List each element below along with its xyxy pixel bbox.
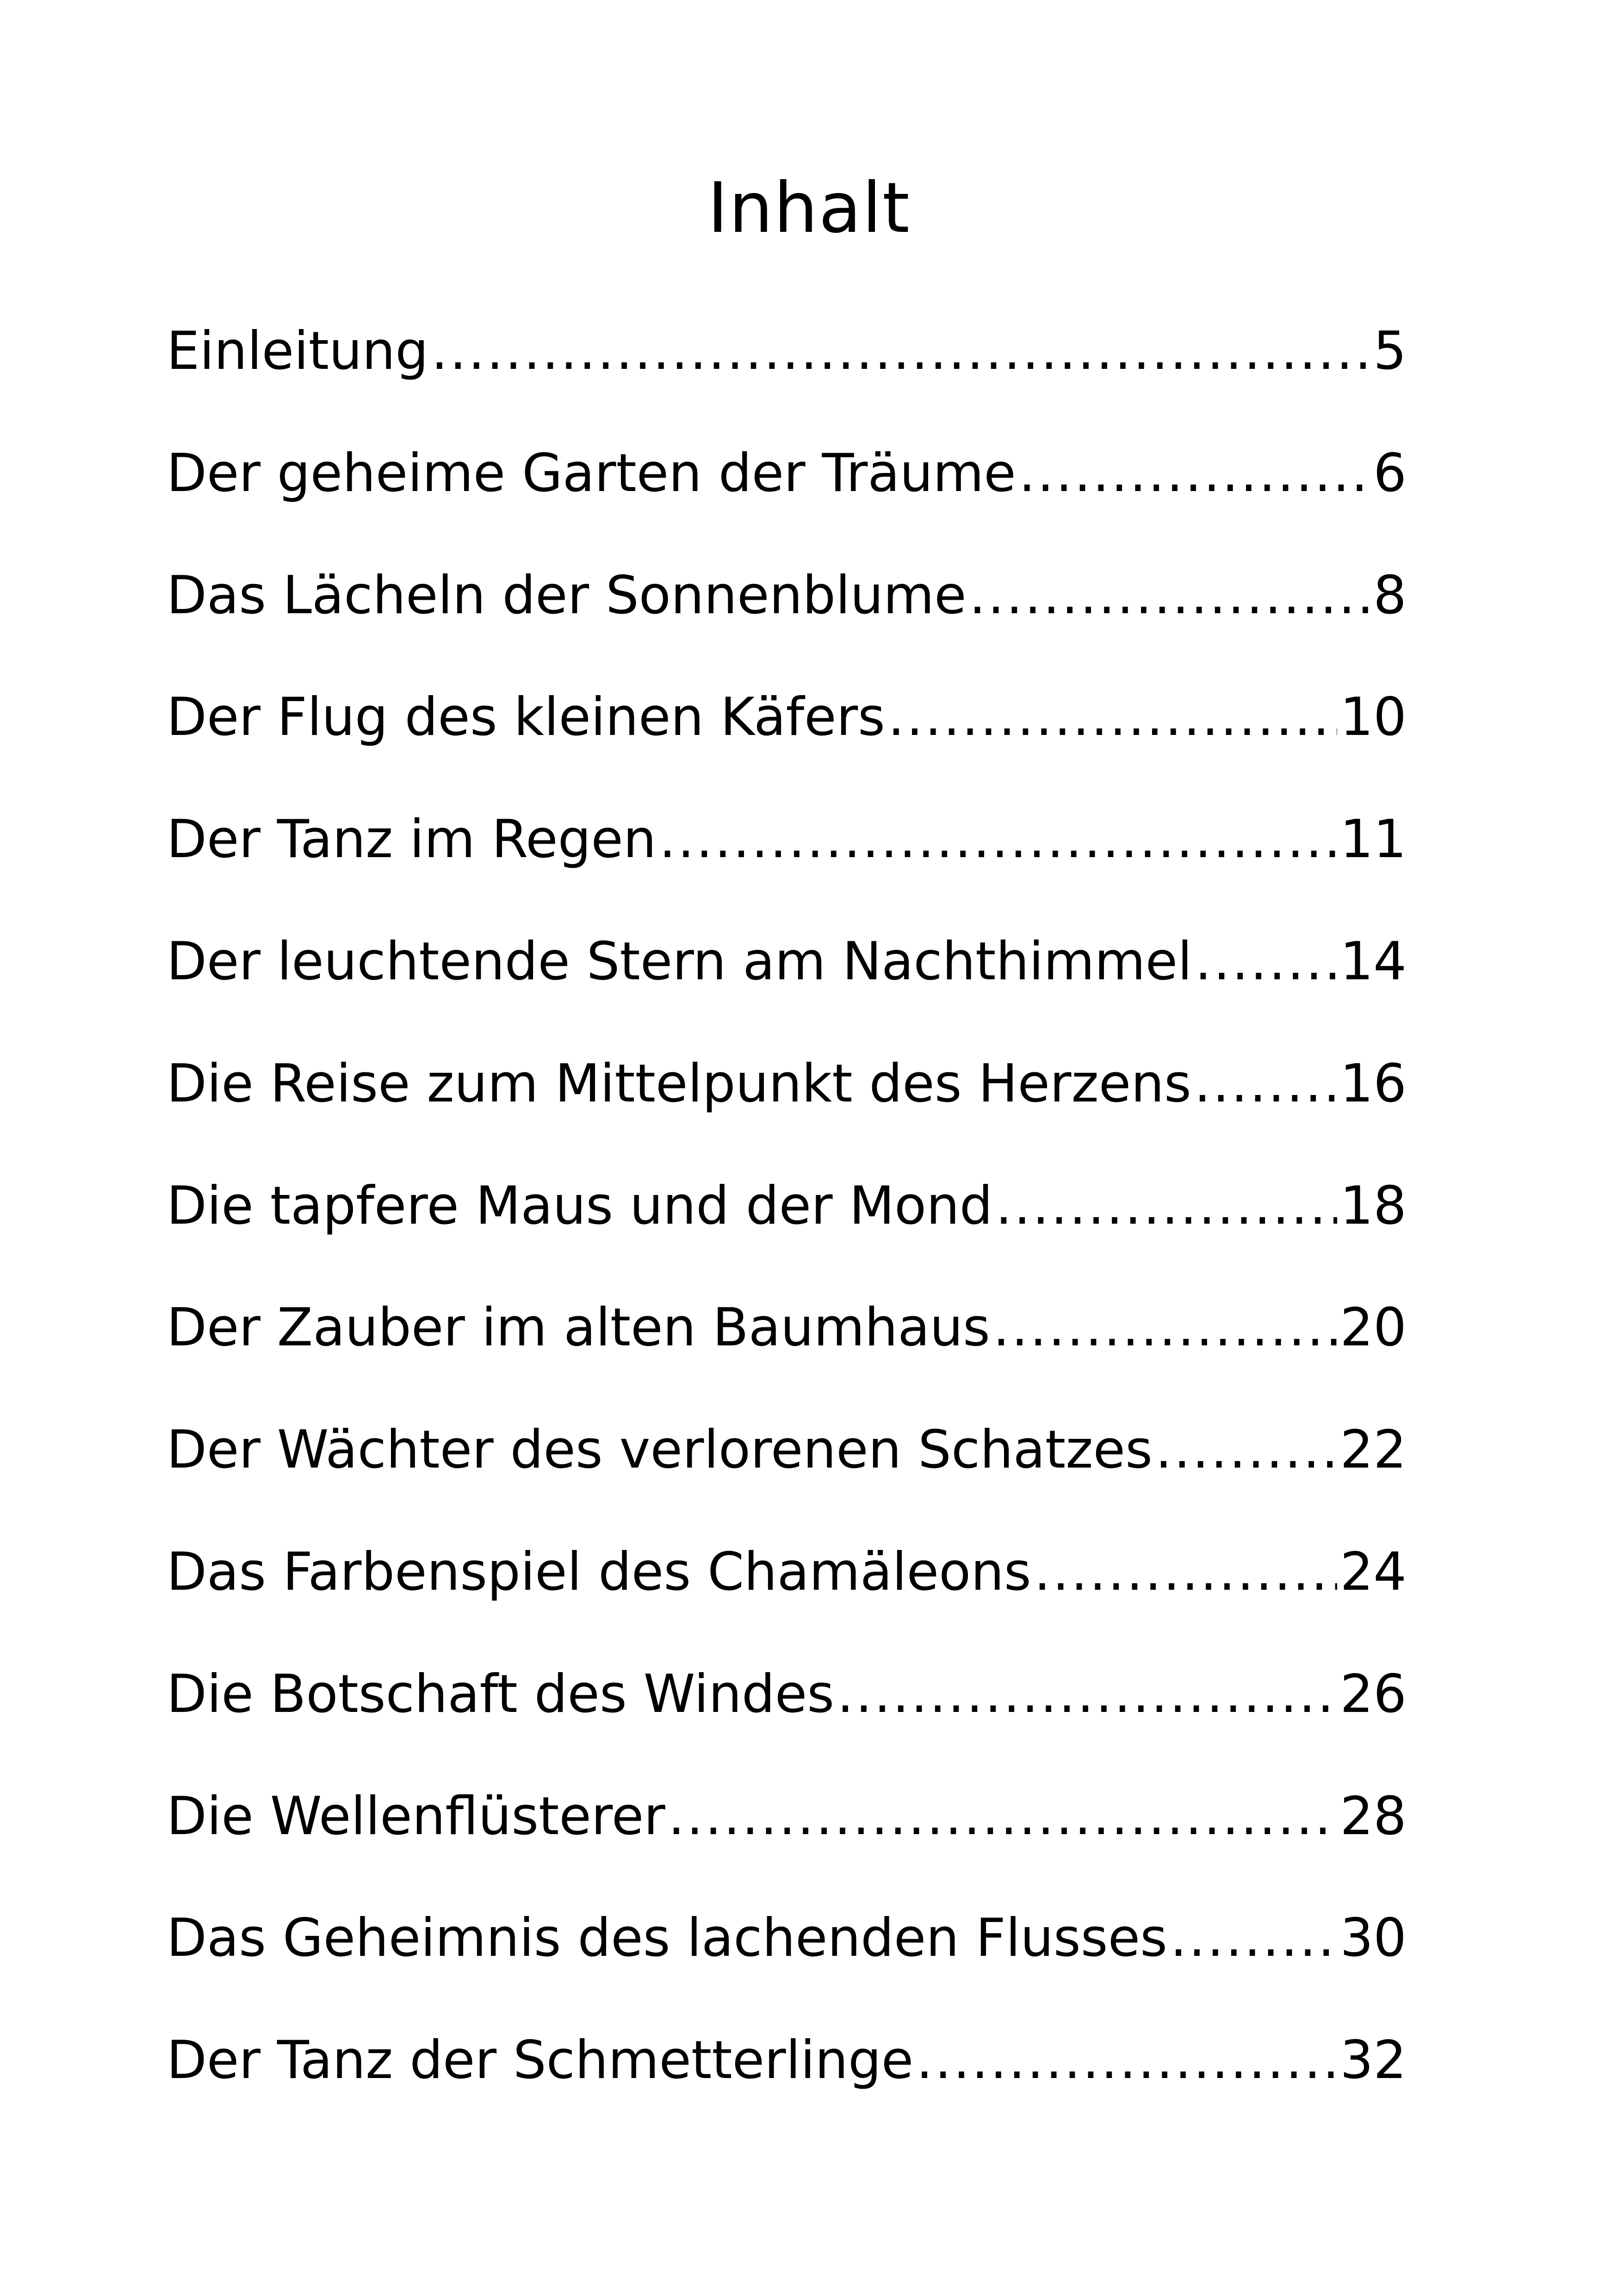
toc-entry-title: Das Farbenspiel des Chamäleons (167, 1541, 1031, 1602)
dot-leader (1195, 929, 1338, 994)
toc-entry-title: Das Geheimnis des lachenden Flusses (167, 1907, 1168, 1969)
toc-entry (167, 1417, 1407, 1539)
page-title: Inhalt (707, 168, 911, 249)
table-of-contents (167, 318, 1407, 2150)
dot-leader (916, 2028, 1337, 2092)
toc-entry-page-number: 6 (1373, 442, 1407, 504)
toc-entry-page-number: 24 (1340, 1541, 1407, 1602)
toc-entry-title: Der leuchtende Stern am Nachthimmel (167, 930, 1192, 992)
toc-entry-page-number: 10 (1340, 686, 1407, 748)
dot-leader (1034, 1539, 1337, 1604)
toc-entry-page-number: 26 (1340, 1663, 1407, 1724)
toc-entry-title: Die Botschaft des Windes (167, 1663, 835, 1724)
toc-entry (167, 1539, 1407, 1661)
toc-entry-page-number: 30 (1340, 1907, 1407, 1969)
toc-entry-page-number: 32 (1340, 2029, 1407, 2091)
toc-entry-title: Der Wächter des verlorenen Schatzes (167, 1419, 1153, 1481)
dot-leader (1170, 1905, 1337, 1970)
dot-leader (668, 1784, 1337, 1848)
toc-entry-title: Einleitung (167, 320, 428, 381)
toc-entry-page-number: 16 (1340, 1052, 1407, 1114)
toc-entry-page-number: 22 (1340, 1419, 1407, 1481)
dot-leader (837, 1661, 1337, 1726)
toc-entry (167, 2028, 1407, 2150)
dot-leader (1194, 1051, 1337, 1116)
toc-entry-title: Die Reise zum Mittelpunkt des Herzens (167, 1052, 1191, 1114)
toc-entry-page-number: 11 (1340, 809, 1407, 870)
dot-leader (888, 684, 1337, 749)
toc-entry-page-number: 20 (1340, 1297, 1407, 1358)
toc-entry-title: Der geheime Garten der Träume (167, 442, 1016, 504)
toc-entry-title: Die Wellenflüsterer (167, 1785, 665, 1847)
toc-entry-page-number: 8 (1373, 564, 1407, 626)
dot-leader (996, 1173, 1338, 1238)
toc-entry-page-number: 28 (1340, 1785, 1407, 1847)
toc-entry (167, 929, 1407, 1051)
dot-leader (431, 318, 1370, 383)
toc-entry-title: Der Tanz der Schmetterlinge (167, 2029, 914, 2091)
toc-entry (167, 1051, 1407, 1173)
toc-entry-page-number: 14 (1340, 930, 1407, 992)
dot-leader (969, 563, 1370, 628)
toc-entry-title: Die tapfere Maus und der Mond (167, 1175, 993, 1236)
toc-entry-title: Der Zauber im alten Baumhaus (167, 1297, 991, 1358)
toc-entry (167, 1784, 1407, 1906)
toc-entry (167, 807, 1407, 929)
toc-entry-title: Der Flug des kleinen Käfers (167, 686, 886, 748)
toc-entry-title: Das Lächeln der Sonnenblume (167, 564, 967, 626)
toc-entry (167, 1905, 1407, 2028)
toc-entry (167, 1295, 1407, 1417)
toc-entry-title: Der Tanz im Regen (167, 809, 657, 870)
dot-leader (993, 1295, 1337, 1360)
toc-entry (167, 563, 1407, 685)
toc-entry (167, 684, 1407, 807)
toc-entry-page-number: 18 (1340, 1175, 1407, 1236)
toc-entry (167, 441, 1407, 563)
dot-leader (1019, 441, 1370, 505)
dot-leader (1155, 1417, 1337, 1482)
toc-entry-page-number: 5 (1373, 320, 1407, 381)
toc-entry (167, 1661, 1407, 1784)
toc-entry (167, 318, 1407, 441)
toc-entry (167, 1173, 1407, 1295)
dot-leader (659, 807, 1338, 871)
